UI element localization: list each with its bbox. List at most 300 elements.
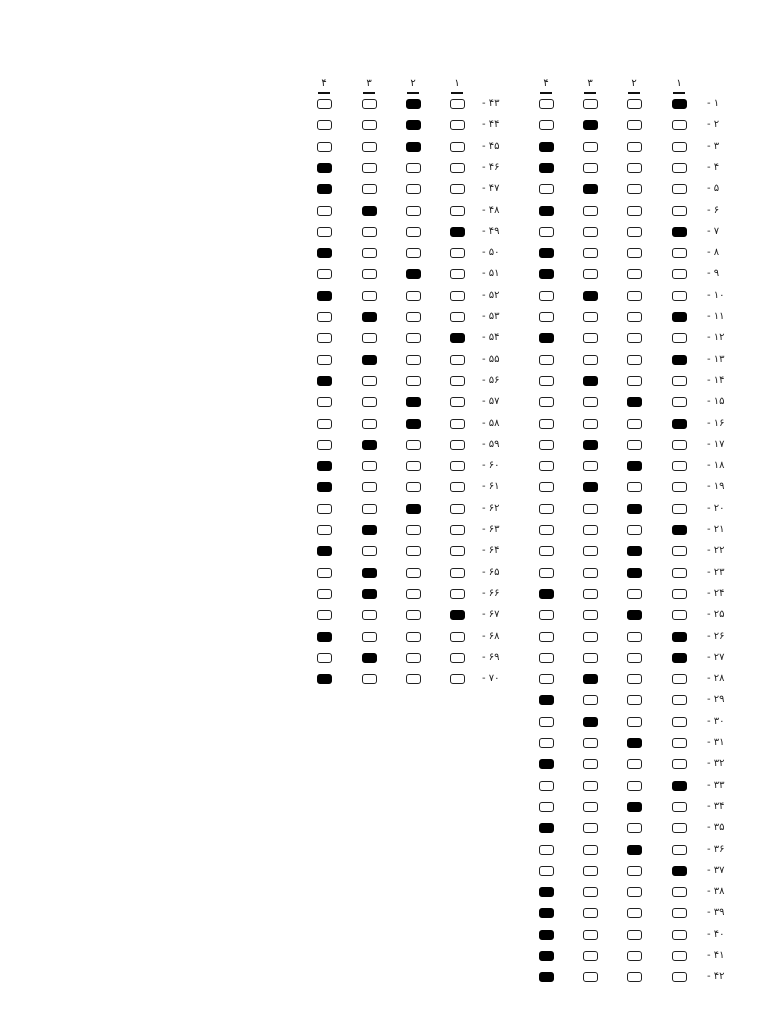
choice-header-2: ۲ [410, 78, 416, 89]
answer-bubble[interactable] [539, 525, 554, 535]
answer-bubble[interactable] [583, 525, 598, 535]
question-number: - ۱۳ [707, 353, 725, 365]
answer-bubble[interactable] [627, 887, 642, 897]
answer-bubble[interactable] [583, 823, 598, 833]
answer-bubble[interactable] [450, 355, 465, 365]
question-number: - ۱ [707, 98, 720, 109]
answer-bubble-filled[interactable] [627, 546, 642, 556]
answer-bubble[interactable] [317, 397, 332, 407]
answer-bubble[interactable] [450, 120, 465, 130]
answer-bubble[interactable] [450, 632, 465, 642]
answer-bubble[interactable] [583, 632, 598, 642]
answer-bubble[interactable] [627, 632, 642, 642]
answer-bubble[interactable] [672, 717, 687, 727]
answer-bubble[interactable] [450, 291, 465, 301]
answer-bubble[interactable] [450, 269, 465, 279]
answer-bubble[interactable] [317, 440, 332, 450]
answer-bubble[interactable] [627, 823, 642, 833]
answer-bubble[interactable] [672, 440, 687, 450]
answer-bubble-filled[interactable] [672, 866, 687, 876]
answer-bubble[interactable] [672, 610, 687, 620]
answer-bubble[interactable] [362, 546, 377, 556]
answer-bubble[interactable] [362, 120, 377, 130]
answer-bubble[interactable] [627, 695, 642, 705]
answer-bubble[interactable] [317, 653, 332, 663]
answer-bubble[interactable] [317, 269, 332, 279]
answer-bubble-filled[interactable] [406, 120, 421, 130]
answer-bubble[interactable] [450, 482, 465, 492]
answer-bubble[interactable] [317, 568, 332, 578]
answer-bubble[interactable] [672, 291, 687, 301]
answer-bubble[interactable] [450, 163, 465, 173]
answer-bubble[interactable] [539, 376, 554, 386]
answer-bubble[interactable] [583, 589, 598, 599]
answer-bubble[interactable] [317, 419, 332, 429]
answer-bubble[interactable] [406, 568, 421, 578]
answer-bubble[interactable] [406, 674, 421, 684]
answer-bubble-filled[interactable] [627, 845, 642, 855]
question-number: - ۳۴ [707, 800, 725, 812]
answer-bubble-filled[interactable] [317, 546, 332, 556]
answer-bubble-filled[interactable] [317, 184, 332, 194]
answer-bubble-filled[interactable] [627, 610, 642, 620]
answer-bubble[interactable] [672, 142, 687, 152]
answer-bubble[interactable] [672, 461, 687, 471]
answer-bubble[interactable] [583, 951, 598, 961]
answer-bubble[interactable] [539, 184, 554, 194]
answer-bubble[interactable] [317, 589, 332, 599]
answer-bubble[interactable] [583, 866, 598, 876]
answer-bubble-filled[interactable] [362, 653, 377, 663]
answer-bubble[interactable] [627, 376, 642, 386]
answer-bubble-filled[interactable] [450, 333, 465, 343]
answer-bubble[interactable] [583, 845, 598, 855]
answer-bubble[interactable] [450, 546, 465, 556]
question-number: - ۳۰ [707, 715, 725, 727]
answer-bubble-filled[interactable] [317, 163, 332, 173]
answer-bubble[interactable] [406, 163, 421, 173]
answer-bubble-filled[interactable] [539, 930, 554, 940]
choice-header-3: ۳ [587, 78, 593, 89]
answer-bubble[interactable] [627, 333, 642, 343]
answer-bubble[interactable] [583, 333, 598, 343]
answer-bubble[interactable] [627, 759, 642, 769]
answer-bubble-filled[interactable] [406, 99, 421, 109]
answer-bubble-filled[interactable] [362, 440, 377, 450]
answer-bubble-filled[interactable] [539, 695, 554, 705]
answer-bubble[interactable] [450, 504, 465, 514]
answer-bubble-filled[interactable] [583, 184, 598, 194]
answer-bubble-filled[interactable] [317, 482, 332, 492]
answer-bubble[interactable] [362, 397, 377, 407]
answer-bubble[interactable] [539, 120, 554, 130]
answer-bubble[interactable] [317, 525, 332, 535]
answer-bubble[interactable] [406, 632, 421, 642]
answer-bubble-filled[interactable] [539, 163, 554, 173]
answer-bubble[interactable] [362, 504, 377, 514]
answer-bubble[interactable] [672, 269, 687, 279]
answer-bubble[interactable] [450, 142, 465, 152]
choice-header-3: ۳ [366, 78, 372, 89]
answer-bubble-filled[interactable] [583, 120, 598, 130]
answer-bubble[interactable] [317, 355, 332, 365]
answer-bubble[interactable] [583, 887, 598, 897]
answer-bubble[interactable] [627, 163, 642, 173]
answer-bubble[interactable] [583, 269, 598, 279]
answer-bubble[interactable] [627, 269, 642, 279]
answer-bubble[interactable] [627, 227, 642, 237]
answer-bubble[interactable] [672, 376, 687, 386]
answer-bubble[interactable] [539, 355, 554, 365]
answer-bubble[interactable] [583, 653, 598, 663]
answer-bubble-filled[interactable] [539, 951, 554, 961]
answer-bubble[interactable] [672, 845, 687, 855]
answer-bubble[interactable] [406, 482, 421, 492]
answer-bubble[interactable] [406, 376, 421, 386]
answer-bubble[interactable] [362, 482, 377, 492]
answer-bubble[interactable] [539, 845, 554, 855]
answer-bubble[interactable] [583, 142, 598, 152]
answer-bubble[interactable] [406, 461, 421, 471]
answer-bubble-filled[interactable] [406, 142, 421, 152]
answer-bubble[interactable] [317, 333, 332, 343]
answer-bubble[interactable] [406, 546, 421, 556]
answer-bubble[interactable] [583, 695, 598, 705]
answer-bubble[interactable] [317, 504, 332, 514]
answer-bubble-filled[interactable] [317, 376, 332, 386]
answer-bubble[interactable] [627, 951, 642, 961]
answer-bubble[interactable] [362, 99, 377, 109]
answer-bubble[interactable] [672, 568, 687, 578]
answer-bubble-filled[interactable] [583, 717, 598, 727]
answer-bubble-filled[interactable] [672, 653, 687, 663]
answer-bubble-filled[interactable] [627, 461, 642, 471]
answer-bubble[interactable] [627, 291, 642, 301]
answer-bubble-filled[interactable] [317, 674, 332, 684]
answer-bubble[interactable] [450, 653, 465, 663]
answer-bubble[interactable] [317, 120, 332, 130]
answer-bubble[interactable] [672, 248, 687, 258]
answer-bubble[interactable] [672, 184, 687, 194]
answer-bubble[interactable] [362, 674, 377, 684]
answer-bubble-filled[interactable] [317, 632, 332, 642]
answer-bubble[interactable] [406, 589, 421, 599]
answer-bubble[interactable] [317, 142, 332, 152]
answer-bubble-filled[interactable] [539, 887, 554, 897]
answer-bubble[interactable] [672, 674, 687, 684]
answer-bubble[interactable] [672, 333, 687, 343]
answer-bubble[interactable] [450, 568, 465, 578]
answer-bubble[interactable] [450, 206, 465, 216]
answer-bubble-filled[interactable] [539, 269, 554, 279]
answer-bubble-filled[interactable] [539, 972, 554, 982]
answer-bubble[interactable] [317, 99, 332, 109]
answer-bubble-filled[interactable] [450, 610, 465, 620]
answer-bubble[interactable] [627, 781, 642, 791]
answer-bubble[interactable] [539, 610, 554, 620]
answer-bubble-filled[interactable] [583, 674, 598, 684]
answer-bubble[interactable] [539, 99, 554, 109]
answer-bubble[interactable] [583, 206, 598, 216]
answer-bubble-filled[interactable] [672, 419, 687, 429]
answer-bubble[interactable] [406, 653, 421, 663]
answer-bubble[interactable] [583, 930, 598, 940]
answer-bubble-filled[interactable] [627, 802, 642, 812]
answer-bubble[interactable] [627, 419, 642, 429]
answer-bubble[interactable] [539, 866, 554, 876]
answer-bubble[interactable] [450, 589, 465, 599]
answer-bubble[interactable] [450, 312, 465, 322]
answer-bubble-filled[interactable] [672, 227, 687, 237]
answer-bubble-filled[interactable] [406, 269, 421, 279]
answer-bubble[interactable] [450, 184, 465, 194]
answer-bubble[interactable] [627, 866, 642, 876]
answer-bubble[interactable] [406, 525, 421, 535]
answer-bubble-filled[interactable] [672, 355, 687, 365]
answer-bubble[interactable] [627, 440, 642, 450]
answer-bubble-filled[interactable] [406, 504, 421, 514]
answer-bubble-filled[interactable] [362, 525, 377, 535]
answer-bubble[interactable] [583, 568, 598, 578]
answer-bubble[interactable] [539, 632, 554, 642]
answer-bubble[interactable] [406, 610, 421, 620]
answer-bubble-filled[interactable] [583, 376, 598, 386]
answer-bubble[interactable] [627, 717, 642, 727]
choice-header-underline [584, 92, 596, 94]
answer-bubble[interactable] [539, 802, 554, 812]
answer-bubble[interactable] [406, 184, 421, 194]
answer-bubble[interactable] [672, 759, 687, 769]
answer-bubble[interactable] [539, 291, 554, 301]
answer-bubble[interactable] [539, 717, 554, 727]
answer-bubble[interactable] [627, 206, 642, 216]
answer-bubble[interactable] [362, 291, 377, 301]
answer-bubble[interactable] [583, 312, 598, 322]
answer-bubble-filled[interactable] [672, 312, 687, 322]
answer-bubble-filled[interactable] [362, 312, 377, 322]
answer-bubble-filled[interactable] [362, 206, 377, 216]
answer-bubble[interactable] [583, 759, 598, 769]
answer-bubble-filled[interactable] [450, 227, 465, 237]
answer-bubble-filled[interactable] [672, 525, 687, 535]
answer-bubble[interactable] [627, 99, 642, 109]
answer-bubble[interactable] [672, 482, 687, 492]
answer-bubble[interactable] [672, 120, 687, 130]
answer-bubble-filled[interactable] [627, 738, 642, 748]
answer-bubble[interactable] [583, 355, 598, 365]
answer-bubble-filled[interactable] [317, 248, 332, 258]
answer-bubble-filled[interactable] [539, 333, 554, 343]
answer-bubble-filled[interactable] [627, 568, 642, 578]
answer-bubble[interactable] [317, 610, 332, 620]
answer-bubble-filled[interactable] [539, 908, 554, 918]
answer-bubble-filled[interactable] [672, 632, 687, 642]
question-number: - ۶۱ [482, 481, 500, 493]
answer-bubble[interactable] [583, 99, 598, 109]
answer-bubble[interactable] [450, 248, 465, 258]
question-number: - ۲۸ [707, 673, 725, 685]
answer-bubble[interactable] [362, 142, 377, 152]
answer-bubble[interactable] [450, 376, 465, 386]
answer-bubble-filled[interactable] [539, 142, 554, 152]
answer-bubble[interactable] [317, 312, 332, 322]
answer-bubble[interactable] [627, 589, 642, 599]
answer-bubble[interactable] [539, 674, 554, 684]
answer-bubble[interactable] [627, 248, 642, 258]
answer-bubble[interactable] [450, 419, 465, 429]
answer-bubble-filled[interactable] [362, 568, 377, 578]
answer-bubble[interactable] [627, 355, 642, 365]
answer-bubble[interactable] [362, 333, 377, 343]
answer-bubble[interactable] [539, 419, 554, 429]
answer-bubble[interactable] [539, 568, 554, 578]
answer-bubble[interactable] [317, 227, 332, 237]
answer-bubble[interactable] [406, 312, 421, 322]
answer-bubble[interactable] [627, 908, 642, 918]
answer-bubble[interactable] [627, 120, 642, 130]
answer-bubble[interactable] [362, 184, 377, 194]
answer-bubble[interactable] [583, 802, 598, 812]
answer-bubble-filled[interactable] [583, 291, 598, 301]
answer-bubble[interactable] [583, 781, 598, 791]
question-number: - ۵۷ [482, 396, 500, 408]
answer-bubble[interactable] [672, 802, 687, 812]
answer-bubble[interactable] [672, 206, 687, 216]
answer-bubble[interactable] [406, 355, 421, 365]
answer-bubble-filled[interactable] [672, 99, 687, 109]
answer-bubble[interactable] [362, 163, 377, 173]
answer-bubble[interactable] [539, 482, 554, 492]
question-number: - ۵۰ [482, 247, 500, 259]
question-number: - ۸ [707, 247, 720, 259]
answer-bubble[interactable] [362, 376, 377, 386]
answer-bubble[interactable] [450, 525, 465, 535]
answer-bubble[interactable] [672, 397, 687, 407]
answer-bubble[interactable] [539, 461, 554, 471]
answer-bubble[interactable] [539, 781, 554, 791]
answer-bubble[interactable] [583, 504, 598, 514]
answer-bubble[interactable] [539, 504, 554, 514]
choice-header-underline [407, 92, 419, 94]
answer-bubble[interactable] [362, 632, 377, 642]
answer-bubble[interactable] [672, 738, 687, 748]
answer-bubble[interactable] [362, 419, 377, 429]
answer-bubble[interactable] [583, 397, 598, 407]
answer-bubble[interactable] [362, 461, 377, 471]
answer-bubble[interactable] [583, 419, 598, 429]
answer-bubble[interactable] [450, 461, 465, 471]
answer-bubble-filled[interactable] [583, 482, 598, 492]
question-number: - ۲۳ [707, 566, 725, 578]
answer-bubble[interactable] [583, 546, 598, 556]
answer-bubble[interactable] [583, 908, 598, 918]
answer-bubble[interactable] [406, 248, 421, 258]
answer-bubble-filled[interactable] [583, 440, 598, 450]
answer-bubble[interactable] [406, 206, 421, 216]
answer-bubble[interactable] [539, 546, 554, 556]
answer-bubble[interactable] [672, 951, 687, 961]
answer-bubble-filled[interactable] [539, 759, 554, 769]
answer-bubble[interactable] [627, 142, 642, 152]
answer-bubble-filled[interactable] [362, 589, 377, 599]
answer-bubble[interactable] [583, 248, 598, 258]
answer-bubble-filled[interactable] [539, 248, 554, 258]
answer-bubble-filled[interactable] [539, 589, 554, 599]
answer-bubble[interactable] [583, 610, 598, 620]
answer-bubble[interactable] [627, 312, 642, 322]
answer-bubble[interactable] [672, 546, 687, 556]
answer-bubble[interactable] [539, 653, 554, 663]
answer-bubble[interactable] [583, 972, 598, 982]
question-number: - ۴۲ [707, 971, 725, 983]
answer-bubble[interactable] [627, 525, 642, 535]
question-number: - ۳۸ [707, 886, 725, 898]
answer-bubble-filled[interactable] [539, 823, 554, 833]
answer-bubble[interactable] [627, 482, 642, 492]
answer-bubble-filled[interactable] [317, 461, 332, 471]
answer-bubble-filled[interactable] [539, 206, 554, 216]
answer-bubble[interactable] [406, 227, 421, 237]
answer-bubble[interactable] [672, 823, 687, 833]
answer-bubble[interactable] [362, 269, 377, 279]
answer-bubble[interactable] [672, 589, 687, 599]
answer-bubble[interactable] [627, 972, 642, 982]
answer-bubble[interactable] [627, 930, 642, 940]
answer-bubble[interactable] [672, 504, 687, 514]
question-number: - ۵۹ [482, 438, 500, 450]
answer-bubble[interactable] [672, 163, 687, 173]
answer-bubble[interactable] [539, 227, 554, 237]
answer-bubble[interactable] [450, 397, 465, 407]
answer-bubble[interactable] [450, 674, 465, 684]
answer-bubble[interactable] [539, 440, 554, 450]
answer-bubble[interactable] [406, 333, 421, 343]
answer-bubble[interactable] [450, 99, 465, 109]
answer-bubble[interactable] [406, 440, 421, 450]
answer-bubble-filled[interactable] [406, 397, 421, 407]
answer-bubble[interactable] [583, 461, 598, 471]
answer-bubble-filled[interactable] [627, 504, 642, 514]
answer-bubble[interactable] [362, 227, 377, 237]
answer-bubble[interactable] [317, 206, 332, 216]
answer-bubble[interactable] [583, 738, 598, 748]
answer-bubble[interactable] [627, 674, 642, 684]
answer-bubble[interactable] [672, 930, 687, 940]
answer-bubble[interactable] [450, 440, 465, 450]
answer-bubble-filled[interactable] [627, 397, 642, 407]
answer-bubble[interactable] [583, 227, 598, 237]
answer-bubble[interactable] [406, 291, 421, 301]
question-number: - ۱۰ [707, 289, 725, 301]
answer-bubble[interactable] [672, 695, 687, 705]
answer-bubble[interactable] [583, 163, 598, 173]
answer-bubble-filled[interactable] [672, 781, 687, 791]
answer-bubble[interactable] [672, 887, 687, 897]
answer-bubble[interactable] [539, 397, 554, 407]
answer-bubble-filled[interactable] [317, 291, 332, 301]
answer-bubble-filled[interactable] [406, 419, 421, 429]
answer-bubble[interactable] [627, 184, 642, 194]
answer-bubble[interactable] [627, 653, 642, 663]
answer-bubble[interactable] [362, 610, 377, 620]
answer-bubble[interactable] [539, 738, 554, 748]
answer-bubble[interactable] [672, 972, 687, 982]
answer-bubble-filled[interactable] [362, 355, 377, 365]
answer-bubble[interactable] [672, 908, 687, 918]
answer-bubble[interactable] [362, 248, 377, 258]
answer-bubble[interactable] [539, 312, 554, 322]
choice-header-2: ۲ [631, 78, 637, 89]
